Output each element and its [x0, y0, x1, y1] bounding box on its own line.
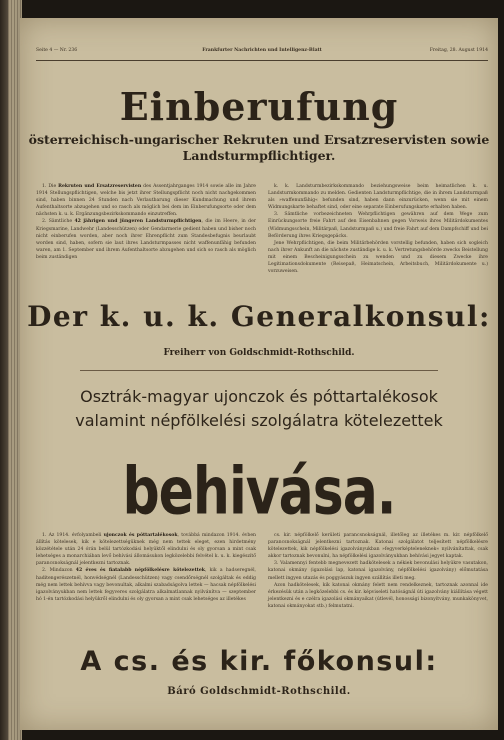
- paragraph: [268, 240, 488, 275]
- issue-date: Freitag, 28. August 1914: [429, 48, 488, 53]
- paragraph-text: , továbbá mindazon 1914. évben állítás kötelesek, kik e kötelezettségüknek még nem tettek eleget, ezen hirdetmény közzététele után 24 órán belül tartózkodási helyüktől elindulni és oly gyorsan a mint csak lehetséges a monarchiában levő behívási állomásukon legközelebbi felvétel k. u. k. kiegészítő parancsnokságnál jelentkezni tartoznak.: [36, 533, 257, 567]
- paragraph-lead: 3. Valamennyi fentebb megnevezett hadkötelesek a nékiek bevonulási helyükre vasutakon,: [274, 561, 488, 567]
- paragraph-text: , kik a hadseregnél, haditengerészetnél, honvédségnél (Landesschützen) vagy csendőrségnél szolgáltak és eddig még nem lettek behívva vagy bevonultak, alkalmi szabadságolva lettek — hacsak népfölkelési igazolványukban nem lettek fegyveres szolgálatra alkalmatlannak nyilvánítva — szeptember hó 1-én tartózkodási helyükről elindulni és oly gyorsan a mint csak lehetséges az illetékes: [36, 568, 256, 602]
- german-title: Einberufung: [119, 84, 399, 129]
- paragraph-text: des Assentjahrganges 1914 sowie alle im Jahre 1914 Stellungspflichtigen, welche bis jetzt ihrer Stellungspflicht noch nicht nachgekommen sind, haben binnen 24 Stunden nach Verlautbarung dieser Kundmachung und ihrem Aufenthaltsorte abzugehen und so rasch als möglich bei dem im Einberufungsorte oder dem nächsten k. u. k. Ergänzungsbezirkskommando einzutreffen.: [36, 184, 257, 218]
- hungarian-column-left: [36, 532, 256, 603]
- paragraph-bold: Rekruten und Ersatzreservisten: [58, 184, 142, 189]
- german-consul-title: Der k. u. k. Generalkonsul:: [27, 300, 491, 333]
- hungarian-consul-name: Báró Goldschmidt-Rothschild.: [167, 686, 351, 697]
- hungarian-title-line1: Osztrák-magyar ujonczok és póttartalékosok: [80, 387, 438, 406]
- paragraph: [36, 218, 256, 261]
- paragraph: [268, 560, 488, 581]
- paragraph-text: Jene Wehrpflichtigen, die beim Militärbehörden vorstellig befunden, haben sich sogleich nach ihrer Ankunft an die nächste zuständige k. u. k. Vertretungsbehörde zwecks Beistellung mit einem Bescheinigungsschein zu wenden und zu diesem Zwecke ihre Legitimationsdokumente (Reisepaß, Heimatschein, Arbeitsbuch, Militärdokumente u.) vorzuweisen.: [268, 240, 488, 275]
- page-header: [36, 48, 488, 58]
- paragraph-text: auf den Eisenbahnen gegen Vorweis ihres Militärdokumentes (Widmungsschein, Militärpaß, Landsturmpaß u.) und freie Fahrt auf dem Dampfschiff und bei Beförderung ihres Kriegsgepäcks.: [268, 219, 488, 239]
- paragraph: [36, 567, 256, 602]
- paragraph: [268, 582, 488, 610]
- paragraph-bold: 42 jährigen und jüngeren Landsturmpflichtigen: [74, 219, 202, 225]
- hungarian-consul-title: A cs. és kir. főkonsul:: [80, 646, 438, 677]
- paragraph-text: Azon hadkötelesek, kik katonai okmány felett nem rendelkeznek, tartoznak azonnal ide érkezésük után a legközelebbi cs. és kir. képviseleti hatóságnál úti igazolvány kiállítása végett jelentkezni és e czélra igazolási okmányaikat (útlevél, honossági bizonyítvány, munkakönyvet, katonai okmányokat stb.) felmutatni.: [268, 582, 488, 609]
- paragraph-lead: 1. Die: [42, 184, 59, 189]
- hungarian-big-title: behivása.: [122, 454, 396, 530]
- paragraph-lead: 2. Mindazon: [42, 568, 76, 574]
- german-subtitle: [26, 132, 492, 164]
- newspaper-page: [20, 18, 498, 730]
- paragraph: [268, 211, 488, 239]
- paragraph: [36, 183, 256, 218]
- german-subtitle-line2: Landsturmpflichtiger.: [182, 148, 336, 163]
- page-number: Seite 4 — Nr. 236: [36, 48, 78, 53]
- paragraph-lead: 1. Az 1914. évfolyambeli: [42, 533, 104, 538]
- german-subtitle-line1: österreichisch-ungarischer Rekruten und Ersatzreservisten sowie: [28, 132, 490, 147]
- hungarian-title: [24, 385, 494, 433]
- header-rule: [36, 60, 488, 61]
- german-column-left: [36, 183, 256, 261]
- german-column-right: [268, 183, 488, 275]
- newspaper-name: Frankfurter Nachrichten und Intelligenz-Blatt: [202, 48, 322, 53]
- paragraph-bold: 42 éves és fiatalabb népfölkelésre kötelezettek: [75, 568, 205, 574]
- paragraph-bold: ujonczok és póttartalékosok: [103, 533, 178, 538]
- paragraph-text: cs. kir. népfölkelő kerületi parancsnokságnál, illetőleg az illetékes m. kir. népfölkelő parancsnokságnál jelentkezni tartoznak. Katonai szolgálatot teljesített népfölkelésre kötelezettek, kik népfölkelési igazolványukban »fegyverképteleneknek« nyilvánítattak, csak akkor tartoznak bevonulni, ha népfölkelési igazolványukban behívási jegyet kaptak.: [268, 533, 488, 560]
- paragraph-lead: 3. Sämtliche vorbezeichneten Wehrpflichtigen gewähren auf dem Wege zum Einrückungsorte freie Fahrt: [268, 212, 488, 225]
- hungarian-title-line2: valamint népfölkelési szolgálatra kötelezettek: [75, 411, 443, 430]
- paragraph-text: , die im Heere, in der Kriegsmarine, Landwehr (Landesschützen) oder Gendarmerie gedient haben und bisher noch nicht einberufen worden, aber noch ihrer Ehrenpflicht zum Standesbefugnis beurlaubt worden sind, haben, sofern sie laut ihres Landsturmpasses nicht waffenunfähig befunden waren, am 1. September und ihrem Aufenthaltsorte abzugehen und sich so rasch als möglich beim zuständigen: [36, 219, 256, 260]
- paragraph-lead: 2. Sämtliche: [42, 219, 75, 225]
- paragraph: [268, 532, 488, 560]
- paragraph: [268, 183, 488, 211]
- paragraph: [36, 532, 256, 567]
- hungarian-column-right: [268, 532, 488, 610]
- paragraph-text: katonai okmány (igazolási lap, katonai igazolvány, népfölkelési igazolvány) előmutatása mellett ingyen utazás és poggyászuk ingyen szállítás illeti meg.: [268, 568, 488, 581]
- paragraph-text: k. k. Landsturmbezirkskommando beziehungsweise beim heimatlichen k. u. Landsturmkommando zu melden. Gedienten Landsturmpflichtige, die in ihrem Landsturmpaß als »waffenunfähig« befunden sind, haben dann einzurücken, wenn sie mit einem Widmungskarte behaftet sind, oder eine separate Einberufungskarte erhalten haben.: [268, 184, 488, 211]
- section-divider: [80, 370, 438, 371]
- german-consul-name: Freiherr von Goldschmidt-Rothschild.: [163, 348, 355, 358]
